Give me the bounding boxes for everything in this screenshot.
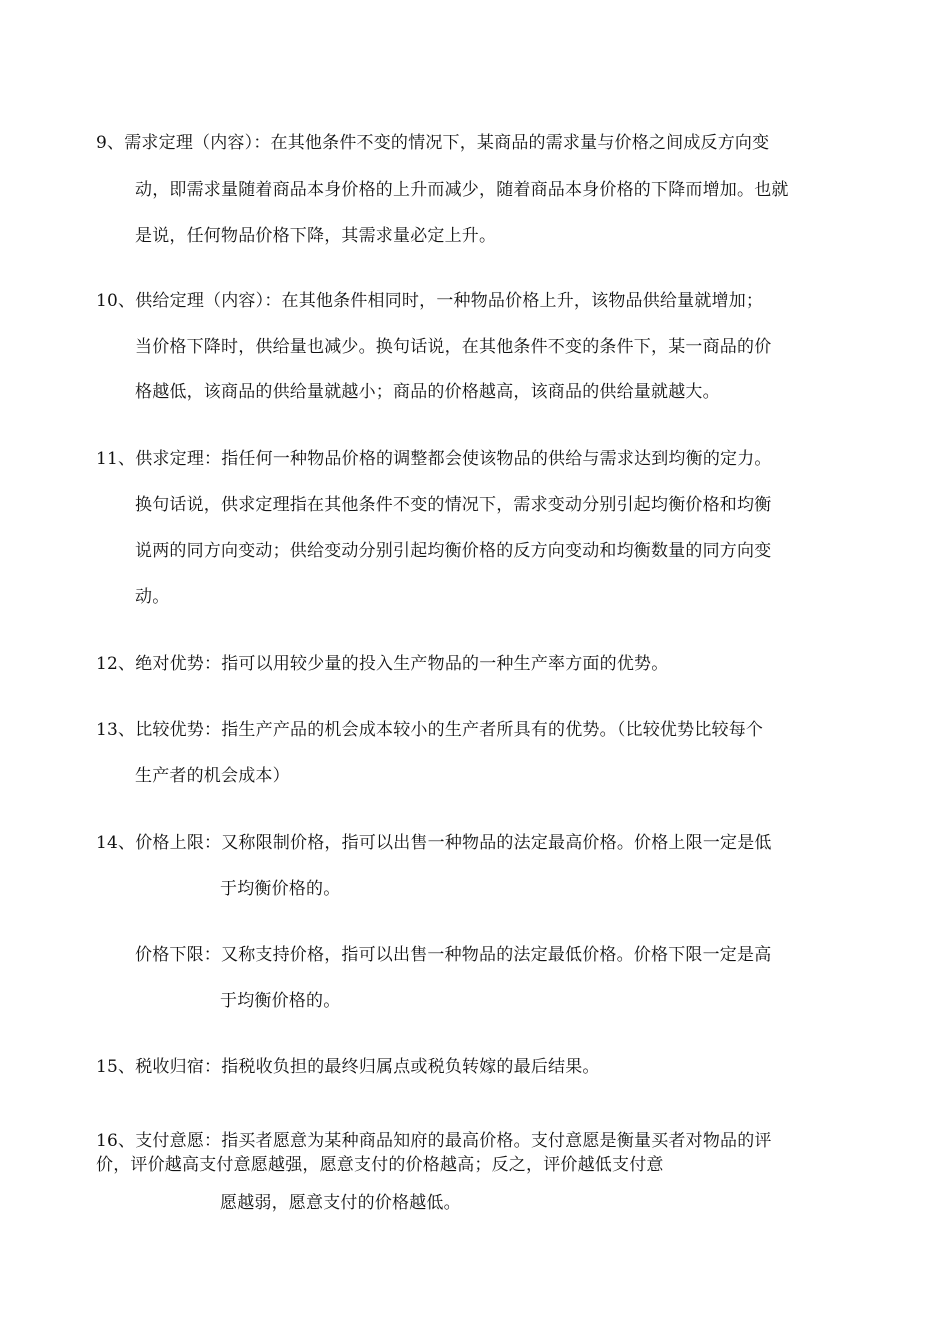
supply-demand-law-line-3: 说两的同方向变动；供给变动分别引起均衡价格的反方向变动和均衡数量的同方向变 [135, 541, 772, 561]
tax-incidence-line-1: 15、税收归宿：指税收负担的最终归属点或税负转嫁的最后结果。 [96, 1057, 600, 1077]
price-ceiling-line-1: 14、价格上限：又称限制价格，指可以出售一种物品的法定最高价格。价格上限一定是低 [96, 833, 772, 853]
demand-law-line-3: 是说，任何物品价格下降，其需求量必定上升。 [135, 226, 497, 246]
comparative-advantage-line-1: 13、比较优势：指生产产品的机会成本较小的生产者所具有的优势。（比较优势比较每个 [96, 720, 764, 740]
absolute-advantage-line-1: 12、绝对优势：指可以用较少量的投入生产物品的一种生产率方面的优势。 [96, 654, 669, 674]
willingness-to-pay-line-1: 16、支付意愿：指买者愿意为某种商品知府的最高价格。支付意愿是衡量买者对物品的评 [96, 1131, 772, 1151]
supply-demand-law-line-2: 换句话说，供求定理指在其他条件不变的情况下，需求变动分别引起均衡价格和均衡 [135, 495, 772, 515]
supply-demand-law-line-4: 动。 [135, 587, 170, 607]
supply-law-line-3: 格越低，该商品的供给量就越小；商品的价格越高，该商品的供给量就越大。 [135, 382, 720, 402]
supply-law-line-1: 10、供给定理（内容）：在其他条件相同时，一种物品价格上升，该物品供给量就增加； [96, 291, 764, 311]
supply-law-line-2: 当价格下降时，供给量也减少。换句话说，在其他条件不变的条件下，某一商品的价 [135, 337, 772, 357]
price-ceiling-line-2: 于均衡价格的。 [220, 879, 341, 899]
willingness-to-pay-line-2: 价，评价越高支付意愿越强，愿意支付的价格越高；反之，评价越低支付意 [96, 1155, 664, 1175]
willingness-to-pay-line-3: 愿越弱，愿意支付的价格越低。 [220, 1193, 461, 1213]
comparative-advantage-line-2: 生产者的机会成本） [135, 766, 290, 786]
price-floor-line-1: 价格下限：又称支持价格，指可以出售一种物品的法定最低价格。价格下限一定是高 [135, 945, 772, 965]
demand-law-line-1: 9、需求定理（内容）：在其他条件不变的情况下，某商品的需求量与价格之间成反方向变 [96, 133, 770, 153]
price-floor-line-2: 于均衡价格的。 [220, 991, 341, 1011]
supply-demand-law-line-1: 11、供求定理：指任何一种物品价格的调整都会使该物品的供给与需求达到均衡的定力。 [96, 449, 772, 469]
demand-law-line-2: 动，即需求量随着商品本身价格的上升而减少，随着商品本身价格的下降而增加。也就 [135, 180, 789, 200]
